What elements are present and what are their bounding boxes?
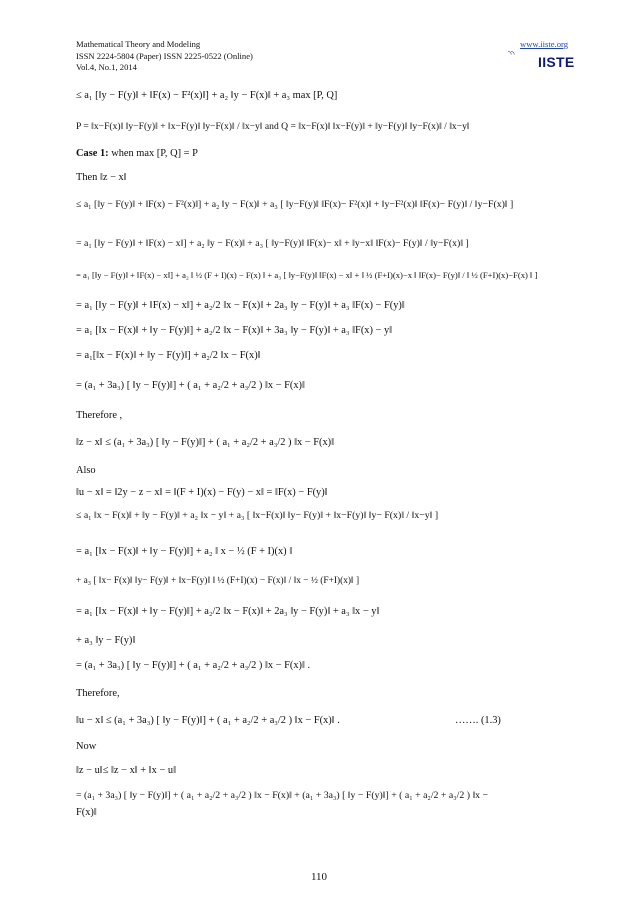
journal-title: Mathematical Theory and Modeling	[76, 39, 201, 49]
equation-line: ≤ a₁ [‖y − F(y)‖ + ‖F(x) − F²(x)‖] + a₂ ‖y − F(x)‖ + a₃ max [P, Q]	[76, 90, 338, 101]
issn-line: ISSN 2224-5804 (Paper) ISSN 2225-0522 (Online)	[76, 50, 253, 61]
volume-line: Vol.4, No.1, 2014	[76, 62, 137, 73]
equation-line: = a₁ [‖x − F(x)‖ + ‖y − F(y)‖] + a₂/2 ‖x − F(x)‖ + 2a₃ ‖y − F(y)‖ + a₃ ‖x − y‖	[76, 606, 380, 617]
equation-line: = a₁ [‖y − F(y)‖ + ‖F(x) − x‖] + a₂ ‖y − F(x)‖ + a₃ [ ‖y−F(y)‖ ‖F(x)− x‖ + ‖y−x‖ ‖F(x)− F(y)‖ / ‖y−F(x)‖ ]	[76, 238, 469, 249]
equation-line: ‖z − x‖ ≤ (a₁ + 3a₃) [ ‖y − F(y)‖] + ( a₁ + a₂/2 + a₃/2 ) ‖x − F(x)‖	[76, 437, 335, 448]
journal-url-link[interactable]: www.iiste.org	[520, 39, 568, 49]
equation-line: = a₁ [‖x − F(x)‖ + ‖y − F(y)‖] + a₂ ‖ x − ½ (F + I)(x) ‖	[76, 546, 293, 557]
logo-arcs-icon: ◝◝	[508, 50, 514, 60]
running-header	[76, 39, 253, 74]
case-heading	[76, 148, 198, 159]
equation-number: ……. (1.3)	[455, 715, 501, 726]
equation-line: ≤ a₁ [‖y − F(y)‖ + ‖F(x) − F²(x)‖] + a₂ ‖y − F(x)‖ + a₃ [ ‖y−F(y)‖ ‖F(x)− F²(x)‖ + ‖y−F²(x)‖ ‖F(x)− F(y)‖ / ‖y−F(x)‖ ]	[76, 199, 514, 210]
equation-line: = (a₁ + 3a₃) [ ‖y − F(y)‖] + ( a₁ + a₂/2 + a₃/2 ) ‖x − F(x)‖ .	[76, 660, 311, 671]
equation-line: + a₃ [ ‖x− F(x)‖ ‖y− F(y)‖ + ‖x−F(y)‖ ‖ ½ (F+I)(x) − F(x)‖ / ‖x − ½ (F+I)(x)‖ ]	[76, 576, 360, 586]
case-label: Case 1:	[76, 148, 109, 159]
equation-line: + a₃ ‖y − F(y)‖	[76, 635, 136, 646]
equation-line: = (a₁ + 3a₃) [ ‖y − F(y)‖] + ( a₁ + a₂/2 + a₃/2 ) ‖x − F(x)‖ + (a₁ + 3a₃) [ ‖y − F(y)‖] + ( a₁ + a₂/2 + a₃/2 ) ‖x −	[76, 790, 489, 801]
equation-line: = a₁ [‖x − F(x)‖ + ‖y − F(y)‖] + a₂/2 ‖x − F(x)‖ + 3a₃ ‖y − F(y)‖ + a₃ ‖F(x) − y‖	[76, 325, 393, 336]
text-line: Also	[76, 465, 96, 476]
equation-line: = a₁[‖x − F(x)‖ + ‖y − F(y)‖] + a₂/2 ‖x − F(x)‖	[76, 350, 261, 361]
text-line: Then ‖z − x‖	[76, 172, 127, 183]
equation-line: = (a₁ + 3a₃) [ ‖y − F(y)‖] + ( a₁ + a₂/2 + a₃/2 ) ‖x − F(x)‖	[76, 380, 305, 391]
text-line: Now	[76, 741, 97, 752]
text-line: Therefore,	[76, 688, 120, 699]
equation-line: = a₁ [‖y − F(y)‖ + ‖F(x) − x‖] + a₂/2 ‖x − F(x)‖ + 2a₃ ‖y − F(y)‖ + a₃ ‖F(x) − F(y)‖	[76, 300, 405, 311]
equation-line: = a₁ [‖y − F(y)‖ + ‖F(x) − x‖] + a₂ ‖ ½ (F + I)(x) − F(x) ‖ + a₃ [ ‖y−F(y)‖ ‖F(x) − x‖ + ‖ ½ (F+I)(x)−x ‖ ‖F(x)− F(y)‖ / ‖ ½ (F+I)(x)−F(x) ‖ ]	[76, 270, 538, 280]
logo-wordmark: IISTE	[538, 54, 575, 70]
page-number: 110	[310, 871, 328, 883]
iiste-logo	[508, 50, 575, 72]
equation-line: ‖u − x‖ ≤ (a₁ + 3a₃) [ ‖y − F(y)‖] + ( a₁ + a₂/2 + a₃/2 ) ‖x − F(x)‖ .	[76, 715, 340, 726]
equation-line: ‖z − u‖≤ ‖z − x‖ + ‖x − u‖	[76, 765, 177, 776]
equation-line: F(x)‖	[76, 807, 97, 818]
text-line: Therefore ,	[76, 410, 123, 421]
pq-definition: P = ‖x−F(x)‖ ‖y−F(y)‖ + ‖x−F(y)‖ ‖y−F(x)‖ / ‖x−y‖ and Q = ‖x−F(x)‖ ‖x−F(y)‖ + ‖y−F(y)‖ ‖y−F(x)‖ / ‖x−y‖	[76, 121, 470, 132]
equation-line: ‖u − x‖ = ‖2y − z − x‖ = ‖(F + I)(x) − F(y) − x‖ = ‖F(x) − F(y)‖	[76, 487, 328, 498]
equation-line: ≤ a₁ ‖x − F(x)‖ + ‖y − F(y)‖ + a₂ ‖x − y‖ + a₃ [ ‖x−F(x)‖ ‖y− F(y)‖ + ‖x−F(y)‖ ‖y− F(x)‖ / ‖x−y‖ ]	[76, 510, 439, 521]
case-condition: when max [P, Q] = P	[108, 148, 198, 159]
